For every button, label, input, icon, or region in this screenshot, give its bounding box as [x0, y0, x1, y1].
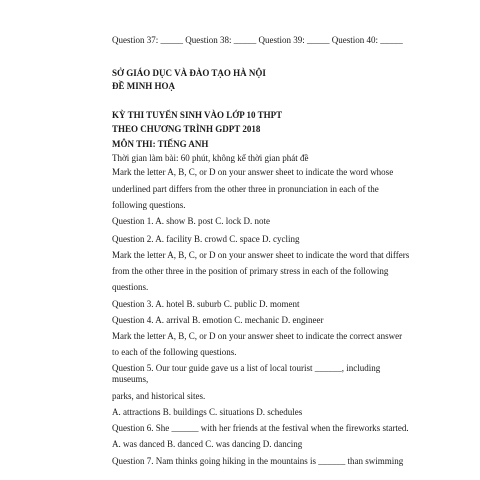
question-line: Question 2. A. facility B. crowd C. space D. cycling: [112, 234, 300, 244]
question-line: Question 1. A. show B. post C. lock D. note: [112, 216, 271, 226]
exam-program: THEO CHƯƠNG TRÌNH GDPT 2018: [112, 124, 261, 134]
question-line: Question 4. A. arrival B. emotion C. mechanic D. engineer: [112, 315, 324, 325]
instruction-line: to each of the following questions.: [112, 347, 237, 357]
exam-title: KỲ THI TUYỂN SINH VÀO LỚP 10 THPT: [112, 110, 283, 120]
answer-options: A. was danced B. danced C. was dancing D. dancing: [112, 439, 303, 449]
department-heading: SỞ GIÁO DỤC VÀ ĐÀO TẠO HÀ NỘI: [112, 68, 266, 78]
sample-heading: ĐỀ MINH HOẠ: [112, 81, 175, 91]
instruction-line: Mark the letter A, B, C, or D on your answer sheet to indicate the correct answer: [112, 331, 403, 341]
answer-row: Question 37: _____ Question 38: _____ Question 39: _____ Question 40: _____: [112, 35, 403, 45]
answer-options: A. attractions B. buildings C. situations D. schedules: [112, 407, 303, 417]
question-line: museums,: [112, 374, 149, 384]
instruction-line: Mark the letter A, B, C, or D on your answer sheet to indicate the word whose: [112, 167, 394, 177]
instruction-line: underlined part differs from the other three in pronunciation in each of the: [112, 184, 379, 194]
instruction-line: following questions.: [112, 200, 186, 210]
exam-subject: MÔN THI: TIẾNG ANH: [112, 139, 209, 149]
instruction-line: from the other three in the position of primary stress in each of the following: [112, 266, 389, 276]
question-line: parks, and historical sites.: [112, 391, 206, 401]
question-line: Question 3. A. hotel B. suburb C. public D. moment: [112, 299, 300, 309]
instruction-line: questions.: [112, 282, 149, 292]
instruction-line: Mark the letter A, B, C, or D on your answer sheet to indicate the word that differs: [112, 250, 410, 260]
question-line: Question 5. Our tour guide gave us a list of local tourist ______, including: [112, 363, 381, 373]
exam-time: Thời gian làm bài: 60 phút, không kể thời gian phát đề: [112, 153, 309, 163]
question-line: Question 6. She ______ with her friends at the festival when the fireworks started.: [112, 423, 409, 433]
question-line: Question 7. Nam thinks going hiking in the mountains is ______ than swimming: [112, 456, 404, 466]
